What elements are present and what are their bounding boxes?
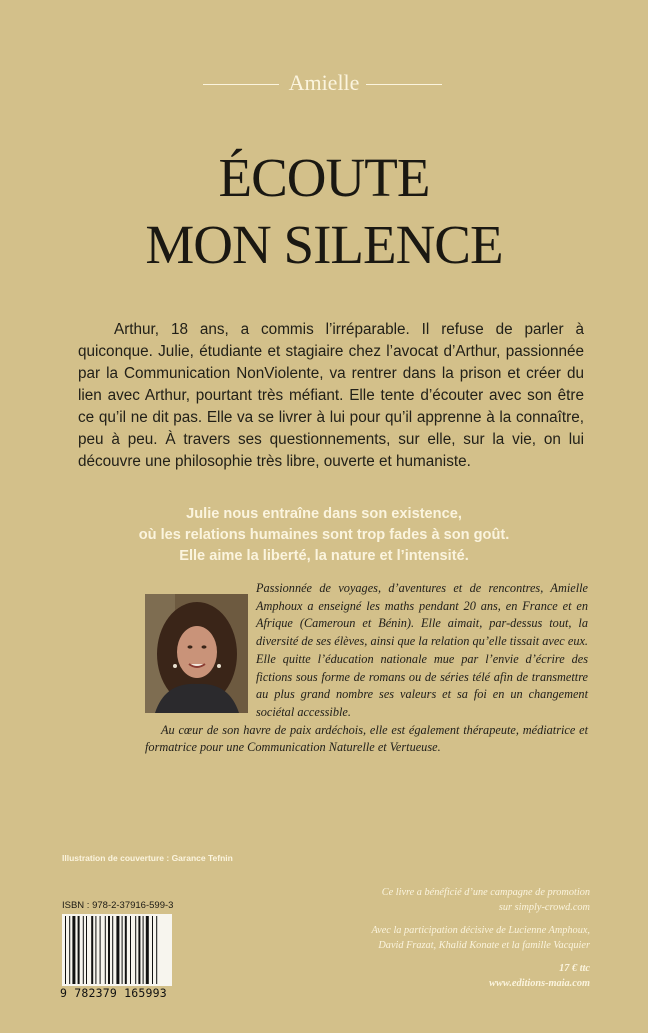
publisher-website: www.editions-maia.com xyxy=(489,978,590,989)
barcode-bar xyxy=(91,916,93,984)
book-summary xyxy=(78,319,584,473)
barcode-bar xyxy=(112,916,113,984)
illustration-credit: Illustration de couverture : Garance Tefnin xyxy=(62,853,233,863)
barcode-bar xyxy=(156,916,157,984)
barcode-bar xyxy=(152,916,153,984)
summary-paragraph: Arthur, 18 ans, a commis l’irréparable. Il refuse de parler à quiconque. Julie, étudiante et stagiaire chez l’avocat d’Arthur, passionnée par la Communication NonViolente, va rentrer dans la prison et créer du lien avec Arthur, pourtant très méfiant. Elle tente d’écouter avec son être ce qu’il ne dit pas. Elle va se livrer à lui pour qu’il apprenne à la connaître, peu à peu. À travers ses questionnements, sur elle, sur la vie, on lui découvre une philosophie très libre, ouverte et humaniste. xyxy=(78,321,584,470)
isbn-label: ISBN : 978-2-37916-599-3 xyxy=(62,900,174,911)
barcode-bar xyxy=(135,916,136,984)
barcode-bar xyxy=(100,916,101,984)
barcode-bar xyxy=(78,916,80,984)
barcode-bar xyxy=(116,916,119,984)
thanks-line-1: Avec la participation décisive de Lucienne Amphoux, xyxy=(371,925,590,936)
barcode-bar xyxy=(69,916,70,984)
book-title-line-1: ÉCOUTE xyxy=(218,147,430,208)
barcode-bar xyxy=(146,916,149,984)
barcode-bar xyxy=(122,916,123,984)
tagline-line-2: où les relations humaines sont trop fades à son goût. xyxy=(138,527,510,543)
promo-note xyxy=(290,885,590,915)
thanks-line-2: David Frazat, Khalid Konate et la famille Vacquier xyxy=(378,940,590,951)
barcode-bar xyxy=(130,916,131,984)
tagline xyxy=(0,504,648,567)
price-website xyxy=(290,961,590,991)
barcode-digits: 9 782379 165993 xyxy=(60,986,167,1000)
barcode-bar xyxy=(125,916,127,984)
barcode-bar xyxy=(108,916,110,984)
bio-paragraph-2: Au cœur de son havre de paix ardéchois, elle est également thérapeute, médiatrice et formatrice pour une Communication Naturelle et Vertueuse. xyxy=(145,722,588,755)
publisher-notes xyxy=(290,885,590,999)
barcode-bar xyxy=(143,916,144,984)
tagline-line-3: Elle aime la liberté, la nature et l’intensité. xyxy=(179,548,469,564)
author-portrait-illustration xyxy=(145,594,248,713)
book-title-line-2: MON SILENCE xyxy=(145,214,503,275)
author-rule-right xyxy=(366,84,442,85)
tagline-line-1: Julie nous entraîne dans son existence, xyxy=(186,506,462,522)
author-photo xyxy=(145,594,248,713)
bio-paragraph-1: Passionnée de voyages, d’aventures et de rencontres, Amielle Amphoux a enseigné les maths pendant 20 ans, en France et en Afrique (Cameroun et Bénin). Elle aimait, par-dessus tout, la diversité de ses élèves, ainsi que la relation qu’elle tissait avec eux. Elle quitte l’éducation nationale mue par l’envie d’écrire des fictions sous forme de romans ou de séries télé afin de transmettre au plus grand nombre ses valeurs et sa foi en un changement sociétal accessible. xyxy=(256,581,588,719)
promo-line-1: Ce livre a bénéficié d’une campagne de promotion xyxy=(381,887,590,898)
barcode-bar xyxy=(72,916,75,984)
barcode-bar xyxy=(95,916,96,984)
promo-line-2: sur simply-crowd.com xyxy=(498,902,590,913)
author-name: Amielle xyxy=(288,70,360,95)
barcode-bar xyxy=(86,916,87,984)
thanks-note xyxy=(290,923,590,953)
barcode-bar xyxy=(65,916,66,984)
author-header xyxy=(0,70,648,100)
barcode-bar xyxy=(138,916,140,984)
barcode-bar xyxy=(83,916,84,984)
barcode-bars xyxy=(62,914,172,986)
price: 17 € ttc xyxy=(559,963,590,974)
barcode-bar xyxy=(105,916,106,984)
